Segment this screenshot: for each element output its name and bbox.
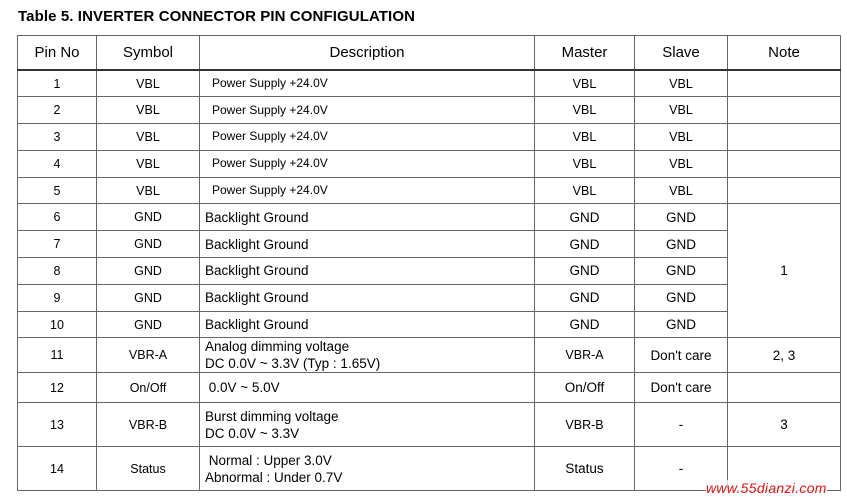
symbol-cell: GND (97, 311, 200, 338)
description-cell: Power Supply +24.0V (200, 177, 535, 204)
header-description: Description (200, 36, 535, 71)
table-row (18, 97, 841, 124)
header-pin-no: Pin No (18, 36, 97, 71)
slave-cell: Don't care (635, 338, 728, 373)
slave-cell: GND (635, 311, 728, 338)
pin-number: 6 (18, 204, 97, 231)
pin-number: 8 (18, 258, 97, 285)
symbol-cell: VBL (97, 70, 200, 97)
note-cell: 2, 3 (728, 338, 841, 373)
pin-number: 4 (18, 150, 97, 177)
master-cell: On/Off (535, 373, 635, 403)
description-cell: Backlight Ground (200, 231, 535, 258)
slave-cell: GND (635, 258, 728, 285)
note-cell-backlight-ground: 1 (728, 204, 841, 338)
table-row (18, 338, 841, 373)
symbol-cell: Status (97, 447, 200, 491)
header-note: Note (728, 36, 841, 71)
description-cell: Power Supply +24.0V (200, 97, 535, 124)
slave-cell: - (635, 403, 728, 447)
slave-cell: VBL (635, 177, 728, 204)
symbol-cell: GND (97, 204, 200, 231)
note-cell (728, 70, 841, 97)
table-row (18, 177, 841, 204)
description-cell: Backlight Ground (200, 311, 535, 338)
master-cell: VBL (535, 70, 635, 97)
table-row (18, 311, 841, 338)
pin-configuration-table (17, 35, 841, 491)
note-cell (728, 150, 841, 177)
pin-number: 5 (18, 177, 97, 204)
slave-cell: Don't care (635, 373, 728, 403)
symbol-cell: GND (97, 258, 200, 285)
description-cell: 0.0V ~ 5.0V (200, 373, 535, 403)
header-symbol: Symbol (97, 36, 200, 71)
master-cell: VBR-A (535, 338, 635, 373)
slave-cell: GND (635, 204, 728, 231)
slave-cell: - (635, 447, 728, 491)
slave-cell: GND (635, 231, 728, 258)
table-row (18, 231, 841, 258)
master-cell: GND (535, 311, 635, 338)
watermark: www.55dianzi.com (706, 480, 827, 496)
pin-number: 13 (18, 403, 97, 447)
pin-number: 12 (18, 373, 97, 403)
slave-cell: VBL (635, 150, 728, 177)
description-line: Abnormal : Under 0.7V (205, 469, 343, 485)
description-line: Analog dimming voltage (205, 339, 350, 355)
description-line: Normal : Upper 3.0V (205, 452, 332, 468)
symbol-cell: VBR-A (97, 338, 200, 373)
master-cell: GND (535, 204, 635, 231)
table-title: Table 5. INVERTER CONNECTOR PIN CONFIGULATION (18, 8, 416, 25)
note-cell (728, 97, 841, 124)
master-cell: GND (535, 284, 635, 311)
description-cell: Backlight Ground (200, 284, 535, 311)
symbol-cell: On/Off (97, 373, 200, 403)
symbol-cell: VBL (97, 177, 200, 204)
master-cell: VBL (535, 97, 635, 124)
master-cell: VBL (535, 150, 635, 177)
description-line: DC 0.0V ~ 3.3V (205, 425, 300, 441)
table-row (18, 403, 841, 447)
table-row (18, 124, 841, 151)
description-line: DC 0.0V ~ 3.3V (Typ : 1.65V) (205, 356, 381, 372)
description-cell: Backlight Ground (200, 258, 535, 285)
master-cell: VBL (535, 177, 635, 204)
note-cell (728, 177, 841, 204)
description-line: Burst dimming voltage (205, 408, 339, 424)
master-cell: GND (535, 231, 635, 258)
table-row (18, 204, 841, 231)
master-cell: VBR-B (535, 403, 635, 447)
pin-number: 9 (18, 284, 97, 311)
description-cell: Power Supply +24.0V (200, 70, 535, 97)
header-row (18, 36, 841, 71)
symbol-cell: VBL (97, 124, 200, 151)
note-cell: 3 (728, 403, 841, 447)
symbol-cell: VBR-B (97, 403, 200, 447)
symbol-cell: VBL (97, 150, 200, 177)
table-row (18, 258, 841, 285)
symbol-cell: VBL (97, 97, 200, 124)
note-cell (728, 124, 841, 151)
table-row (18, 150, 841, 177)
slave-cell: VBL (635, 124, 728, 151)
pin-number: 11 (18, 338, 97, 373)
table-row (18, 373, 841, 403)
pin-number: 2 (18, 97, 97, 124)
table-row (18, 284, 841, 311)
pin-number: 3 (18, 124, 97, 151)
master-cell: VBL (535, 124, 635, 151)
pin-number: 7 (18, 231, 97, 258)
slave-cell: VBL (635, 70, 728, 97)
note-cell (728, 373, 841, 403)
symbol-cell: GND (97, 231, 200, 258)
master-cell: GND (535, 258, 635, 285)
description-cell: Power Supply +24.0V (200, 124, 535, 151)
slave-cell: VBL (635, 97, 728, 124)
description-cell (200, 403, 535, 447)
description-cell (200, 338, 535, 373)
master-cell: Status (535, 447, 635, 491)
description-cell: Backlight Ground (200, 204, 535, 231)
header-slave: Slave (635, 36, 728, 71)
pin-number: 10 (18, 311, 97, 338)
pin-number: 14 (18, 447, 97, 491)
symbol-cell: GND (97, 284, 200, 311)
pin-number: 1 (18, 70, 97, 97)
slave-cell: GND (635, 284, 728, 311)
header-master: Master (535, 36, 635, 71)
description-cell (200, 447, 535, 491)
description-cell: Power Supply +24.0V (200, 150, 535, 177)
table-row (18, 70, 841, 97)
